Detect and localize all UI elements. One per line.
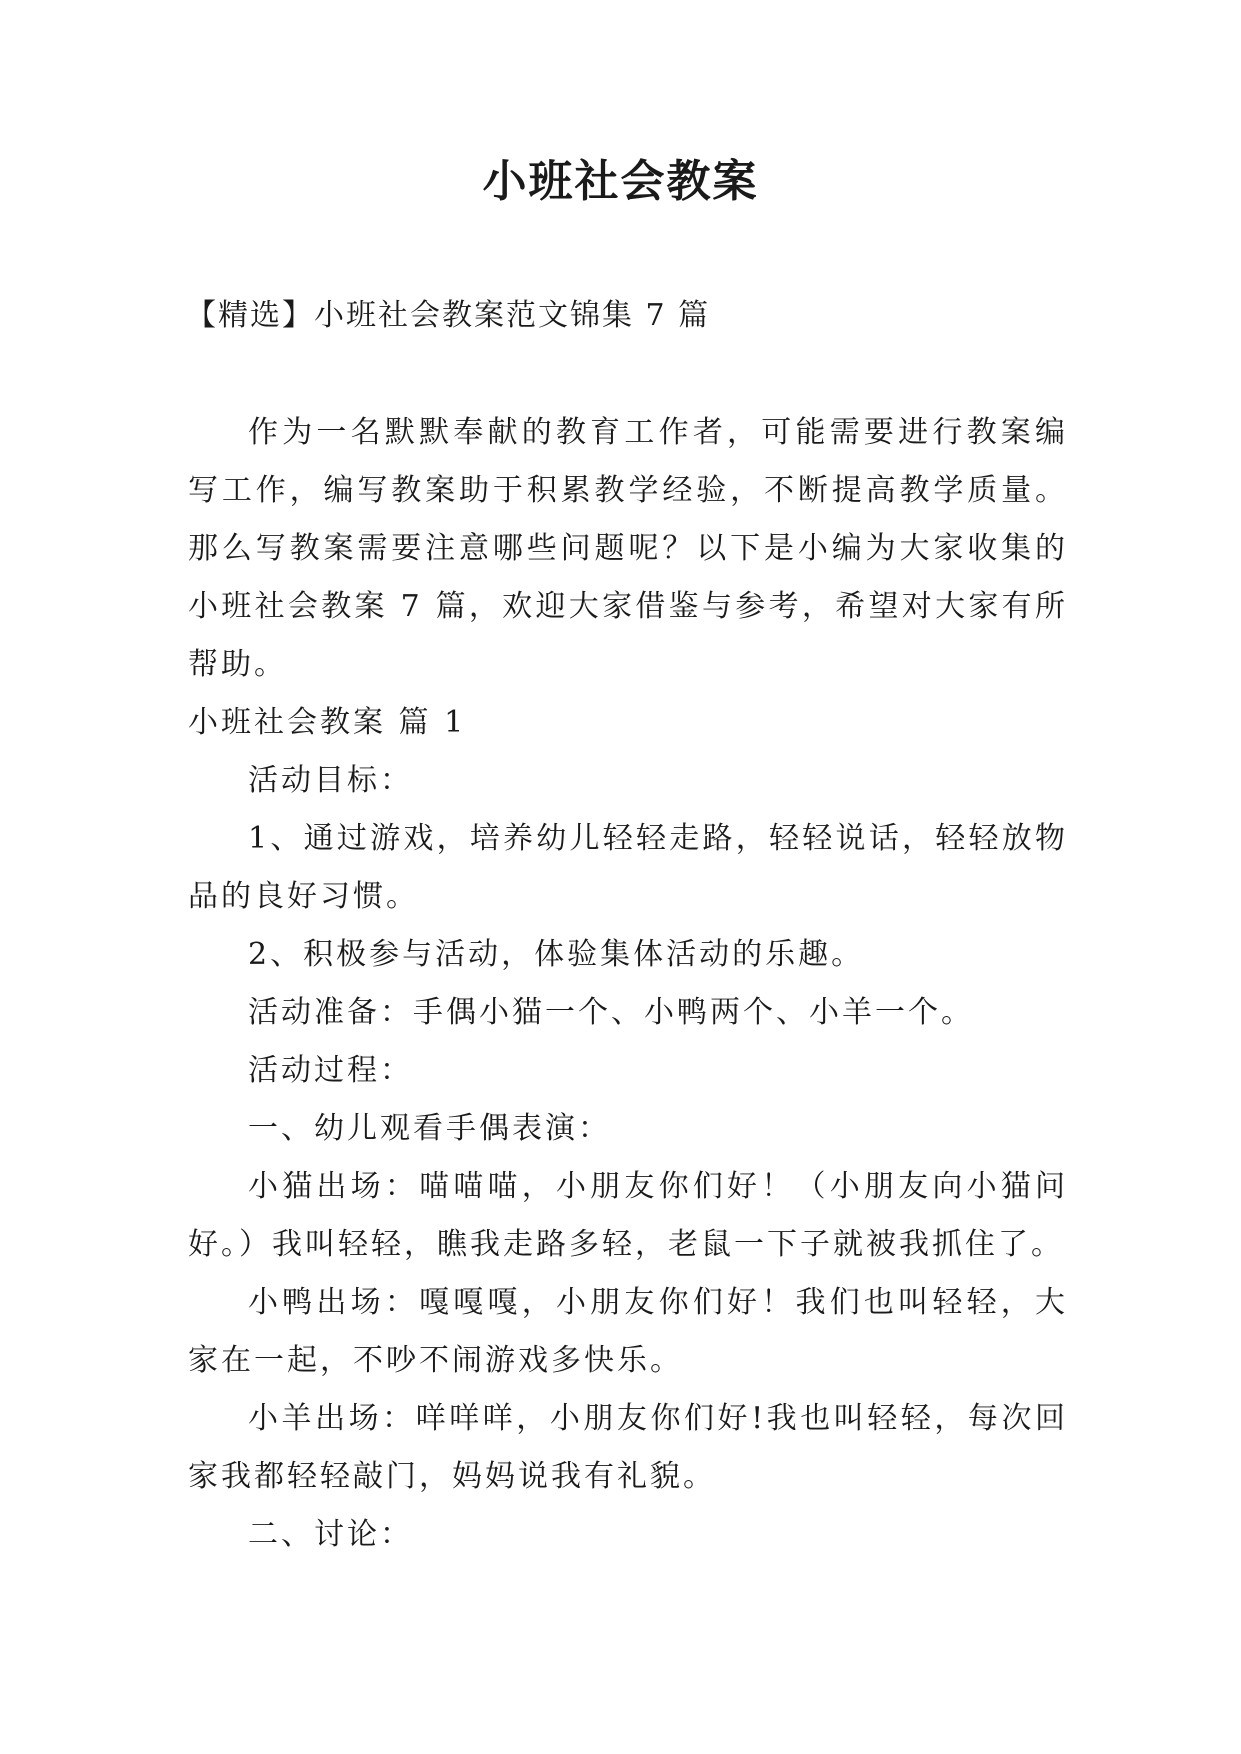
document-subtitle: 【精选】小班社会教案范文锦集 7 篇 — [186, 298, 711, 333]
section-heading: 小班社会教案 篇 1 — [188, 705, 467, 740]
paragraph: 活动准备：手偶小猫一个、小鸭两个、小羊一个。 — [248, 995, 974, 1030]
intro-paragraph: 作为一名默默奉献的教育工作者，可能需要进行教案编写工作，编写教案助于积累教学经验，不断提高教学质量。那么写教案需要注意哪些问题呢？以下是小编为大家收集的小班社会教案 7 篇，欢迎大家借鉴与参考，希望对大家有所帮助。 — [188, 415, 1068, 682]
document-title: 小班社会教案 — [482, 156, 759, 207]
paragraph: 小羊出场：咩咩咩，小朋友你们好!我也叫轻轻，每次回家我都轻轻敲门，妈妈说我有礼貌。 — [188, 1401, 1068, 1494]
paragraph: 小猫出场：喵喵喵，小朋友你们好！（小朋友向小猫问好。）我叫轻轻，瞧我走路多轻，老鼠一下子就被我抓住了。 — [188, 1169, 1068, 1262]
paragraph: 小鸭出场：嘎嘎嘎，小朋友你们好！我们也叫轻轻，大家在一起，不吵不闹游戏多快乐。 — [188, 1285, 1068, 1378]
document-body — [188, 404, 1068, 1564]
paragraph: 活动目标： — [248, 763, 413, 798]
paragraph: 二、讨论： — [248, 1517, 413, 1552]
paragraph: 一、幼儿观看手偶表演： — [248, 1111, 611, 1146]
paragraph: 1、通过游戏，培养幼儿轻轻走路，轻轻说话，轻轻放物品的良好习惯。 — [188, 821, 1068, 914]
paragraph: 活动过程： — [248, 1053, 413, 1088]
paragraph: 2、积极参与活动，体验集体活动的乐趣。 — [248, 937, 865, 972]
